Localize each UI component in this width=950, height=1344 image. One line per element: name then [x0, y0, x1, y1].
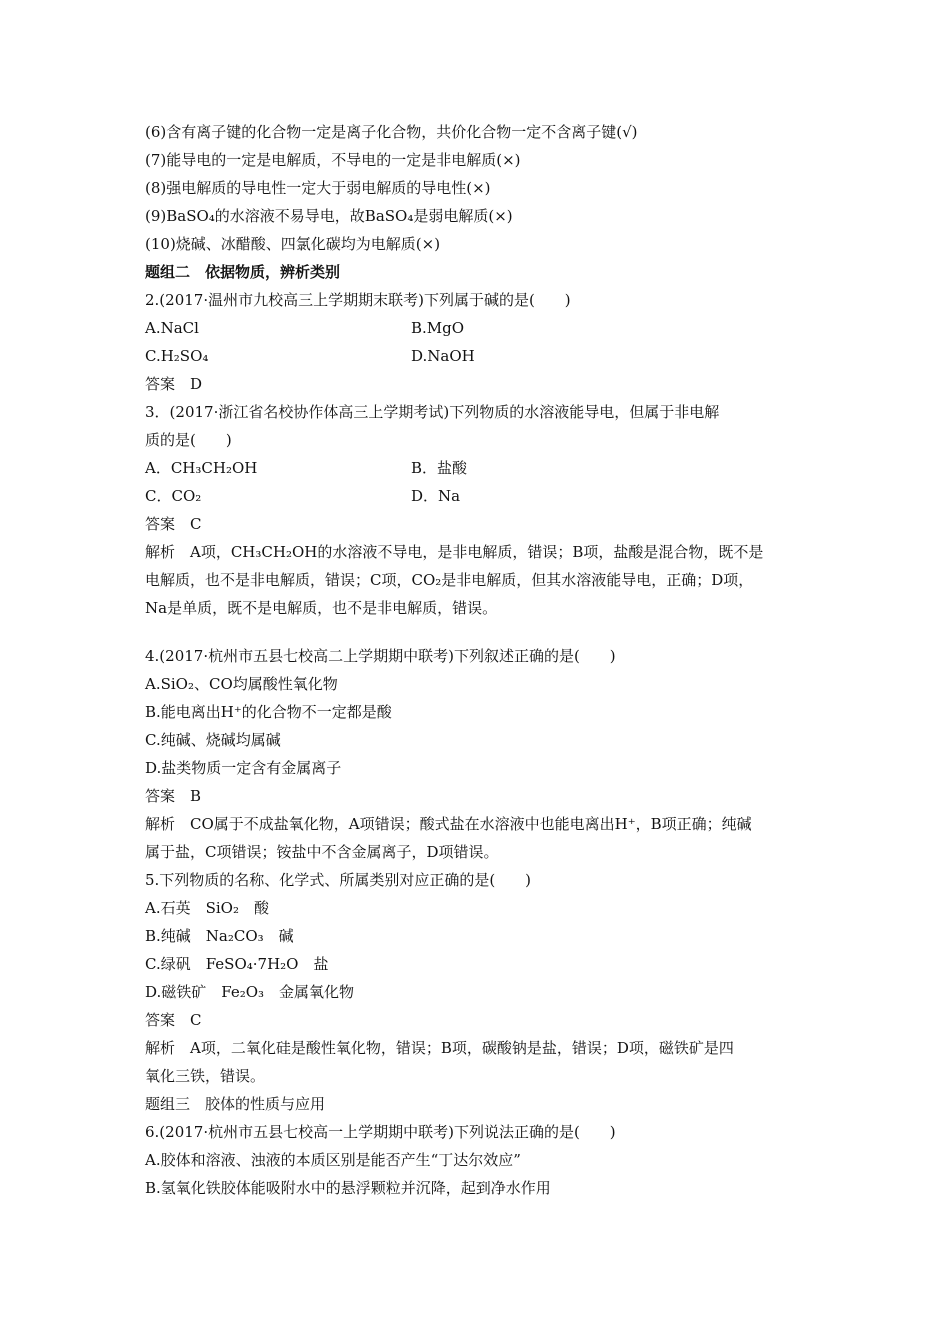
q6-stem: 6.(2017·杭州市五县七校高一上学期期中联考)下列说法正确的是( ) — [145, 1123, 616, 1141]
q3-stem-line2: 质的是( ) — [145, 431, 232, 449]
q4-analysis-line1: 解析 CO属于不成盐氧化物，A项错误；酸式盐在水溶液中也能电离出H⁺，B项正确；纯碱 — [145, 815, 752, 833]
q5-option-b: B.纯碱 Na₂CO₃ 碱 — [145, 927, 294, 945]
q4-stem: 4.(2017·杭州市五县七校高二上学期期中联考)下列叙述正确的是( ) — [145, 647, 616, 665]
q2-option-b: B.MgO — [411, 319, 465, 337]
statement-6: (6)含有离子键的化合物一定是离子化合物，共价化合物一定不含离子键(√) — [145, 123, 638, 141]
q5-option-d: D.磁铁矿 Fe₂O₃ 金属氧化物 — [145, 983, 355, 1001]
q4-option-d: D.盐类物质一定含有金属离子 — [145, 759, 342, 777]
q4-analysis-line2: 属于盐，C项错误；铵盐中不含金属离子，D项错误。 — [145, 843, 499, 861]
q3-option-c: C．CO₂ — [145, 487, 202, 505]
q3-option-a: A．CH₃CH₂OH — [145, 459, 258, 477]
q2-answer: 答案 D — [145, 375, 203, 393]
q3-analysis-line3: Na是单质，既不是电解质，也不是非电解质，错误。 — [145, 599, 498, 617]
q3-analysis-line1: 解析 A项，CH₃CH₂OH的水溶液不导电，是非电解质，错误；B项，盐酸是混合物，既不是 — [145, 543, 764, 561]
statement-7: (7)能导电的一定是电解质，不导电的一定是非电解质(×) — [145, 151, 521, 169]
group3-heading: 题组三 胶体的性质与应用 — [145, 1095, 326, 1113]
q2-options-row1 — [145, 314, 825, 342]
q3-answer: 答案 C — [145, 515, 202, 533]
q5-analysis-line2: 氧化三铁，错误。 — [145, 1067, 266, 1085]
q5-option-c: C.绿矾 FeSO₄·7H₂O 盐 — [145, 955, 329, 973]
q5-analysis-line1: 解析 A项，二氧化硅是酸性氧化物，错误；B项，碳酸钠是盐，错误；D项，磁铁矿是四 — [145, 1039, 734, 1057]
q3-option-d: D．Na — [411, 487, 461, 505]
q4-answer: 答案 B — [145, 787, 202, 805]
q4-option-a: A.SiO₂、CO均属酸性氧化物 — [145, 675, 338, 693]
q6-option-b: B.氢氧化铁胶体能吸附水中的悬浮颗粒并沉降，起到净水作用 — [145, 1179, 551, 1197]
q2-options-row2 — [145, 342, 825, 370]
document-page — [145, 118, 825, 1202]
statement-9: (9)BaSO₄的水溶液不易导电，故BaSO₄是弱电解质(×) — [145, 207, 513, 225]
q3-stem-line1: 3．(2017·浙江省名校协作体高三上学期考试)下列物质的水溶液能导电，但属于非电解 — [145, 403, 720, 421]
q3-analysis-line2: 电解质，也不是非电解质，错误；C项，CO₂是非电解质，但其水溶液能导电，正确；D项， — [145, 571, 754, 589]
q6-option-a: A.胶体和溶液、浊液的本质区别是能否产生“丁达尔效应” — [145, 1151, 521, 1169]
q2-option-d: D.NaOH — [411, 347, 475, 365]
q2-option-c: C.H₂SO₄ — [145, 347, 209, 365]
q5-stem: 5.下列物质的名称、化学式、所属类别对应正确的是( ) — [145, 871, 532, 889]
q2-stem: 2.(2017·温州市九校高三上学期期末联考)下列属于碱的是( ) — [145, 291, 571, 309]
q3-options-row2 — [145, 482, 825, 510]
q3-options-row1 — [145, 454, 825, 482]
q4-option-c: C.纯碱、烧碱均属碱 — [145, 731, 281, 749]
q3-option-b: B．盐酸 — [411, 459, 468, 477]
statement-10: (10)烧碱、冰醋酸、四氯化碳均为电解质(×) — [145, 235, 441, 253]
statement-8: (8)强电解质的导电性一定大于弱电解质的导电性(×) — [145, 179, 491, 197]
group2-heading: 题组二 依据物质，辨析类别 — [145, 263, 341, 281]
q2-option-a: A.NaCl — [145, 319, 199, 337]
q5-answer: 答案 C — [145, 1011, 202, 1029]
section-spacer — [145, 622, 825, 642]
q5-option-a: A.石英 SiO₂ 酸 — [145, 899, 269, 917]
q4-option-b: B.能电离出H⁺的化合物不一定都是酸 — [145, 703, 392, 721]
